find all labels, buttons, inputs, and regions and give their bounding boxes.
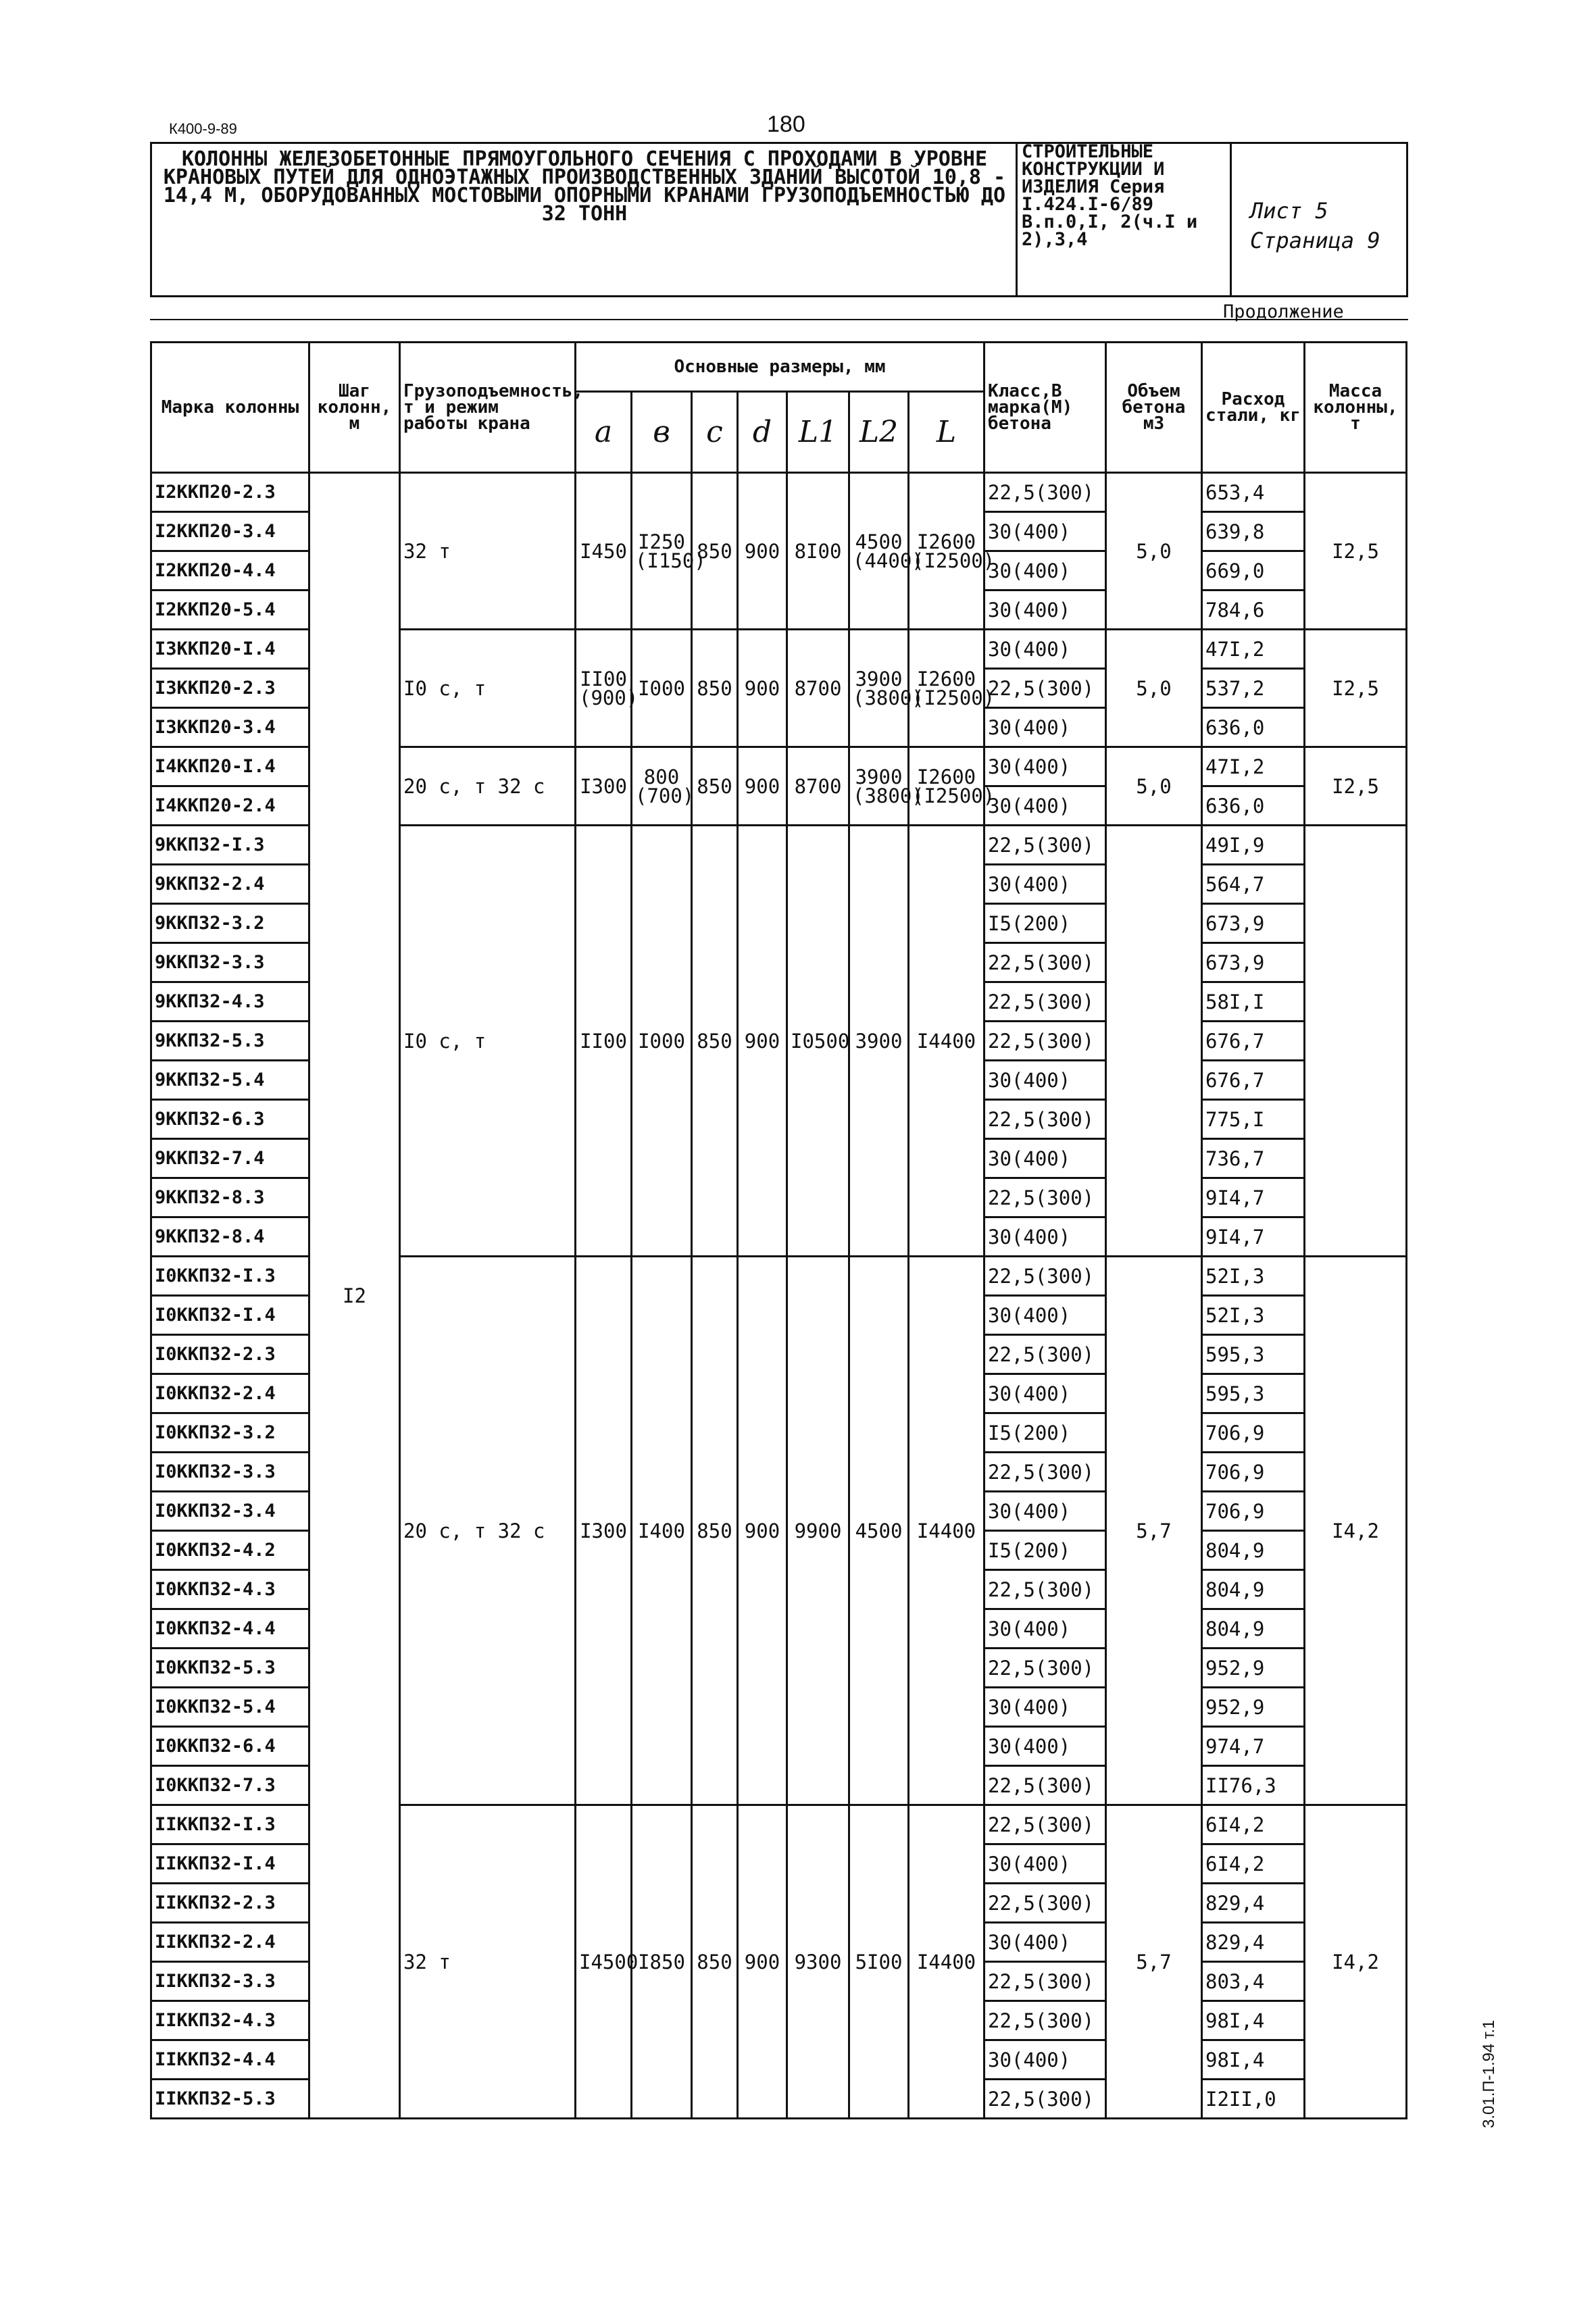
group-dim-c: 850	[692, 826, 738, 1257]
group-dim-a: I300	[576, 1257, 632, 1805]
group-dim-a: II00 (900)	[576, 630, 632, 747]
column-concrete: 22,5(300)	[984, 1570, 1106, 1609]
column-concrete: 30(400)	[984, 786, 1106, 826]
column-steel: 673,9	[1202, 943, 1305, 982]
column-steel: 98I,4	[1202, 2040, 1305, 2080]
column-steel: 6I4,2	[1202, 1805, 1305, 1844]
group-volume: 5,7	[1106, 1805, 1202, 2119]
column-mark: IIККП32-4.4	[151, 2040, 309, 2080]
group-dim-l1: 8700	[787, 747, 849, 826]
column-steel: 669,0	[1202, 551, 1305, 590]
column-mark: I0ККП32-2.4	[151, 1374, 309, 1413]
group-dim-l2: 5I00	[849, 1805, 909, 2119]
group-volume: 5,0	[1106, 630, 1202, 747]
group-volume: 5,0	[1106, 473, 1202, 630]
header-dim-b: в	[632, 392, 692, 473]
column-concrete: 22,5(300)	[984, 1884, 1106, 1923]
group-dim-b: I850	[632, 1805, 692, 2119]
column-concrete: 30(400)	[984, 630, 1106, 669]
column-steel: 564,7	[1202, 865, 1305, 904]
column-mark: IIККП32-I.3	[151, 1805, 309, 1844]
group-dim-a: I300	[576, 747, 632, 826]
header-dim-d: d	[738, 392, 787, 473]
header-volume: Объем бетона м3	[1106, 343, 1202, 473]
group-dim-l1: 9300	[787, 1805, 849, 2119]
sheet-info	[1250, 196, 1380, 255]
column-concrete: 22,5(300)	[984, 1805, 1106, 1844]
column-concrete: 22,5(300)	[984, 943, 1106, 982]
column-concrete: 22,5(300)	[984, 669, 1106, 708]
column-steel: 676,7	[1202, 1022, 1305, 1061]
column-steel: 952,9	[1202, 1649, 1305, 1688]
group-dim-d: 900	[738, 1805, 787, 2119]
column-concrete: 30(400)	[984, 1061, 1106, 1100]
column-mark: I0ККП32-I.3	[151, 1257, 309, 1296]
column-steel: 653,4	[1202, 473, 1305, 512]
column-mark: I3ККП20-3.4	[151, 708, 309, 747]
document-code: К400-9-89	[169, 120, 237, 137]
group-dim-l: I2600 (I2500)	[909, 630, 984, 747]
document-title: КОЛОННЫ ЖЕЛЕЗОБЕТОННЫЕ ПРЯМОУГОЛЬНОГО СЕЧЕНИЯ С ПРОХОДАМИ В УРОВНЕ КРАНОВЫХ ПУТЕЙ ДЛЯ ОДНОЭТАЖНЫХ ПРОИЗВОДСТВЕННЫХ ЗДАНИЙ ВЫСОТОЙ 10,8 - 14,4 М, ОБОРУДОВАННЫХ МОСТОВЫМИ ОПОРНЫМИ КРАНАМИ ГРУЗОПОДЪЕМНОСТЬЮ ДО 32 ТОНН	[163, 147, 1006, 226]
column-steel: 775,I	[1202, 1100, 1305, 1139]
header-dim-l2: L2	[849, 392, 909, 473]
column-concrete: 30(400)	[984, 747, 1106, 786]
column-mark: IIККП32-2.3	[151, 1884, 309, 1923]
separator-line	[150, 319, 1408, 320]
sheet-number: Лист 5	[1250, 198, 1328, 224]
column-concrete: 30(400)	[984, 1688, 1106, 1727]
group-dim-l2: 4500 (4400)	[849, 473, 909, 630]
column-mark: I2ККП20-3.4	[151, 512, 309, 551]
group-dim-b: I000	[632, 826, 692, 1257]
column-steel: 736,7	[1202, 1139, 1305, 1178]
column-concrete: 30(400)	[984, 551, 1106, 590]
header-dims: Основные размеры, мм	[576, 343, 984, 392]
header-step: Шаг колонн, м	[309, 343, 400, 473]
column-mark: 9ККП32-7.4	[151, 1139, 309, 1178]
column-mark: I4ККП20-2.4	[151, 786, 309, 826]
column-mark: I3ККП20-I.4	[151, 630, 309, 669]
group-dim-l2: 4500	[849, 1257, 909, 1805]
column-mark: I0ККП32-6.4	[151, 1727, 309, 1766]
column-steel: 784,6	[1202, 590, 1305, 630]
column-mark: I0ККП32-3.2	[151, 1413, 309, 1453]
group-dim-d: 900	[738, 1257, 787, 1805]
column-concrete: 22,5(300)	[984, 826, 1106, 865]
column-steel: 804,9	[1202, 1570, 1305, 1609]
column-steel: 49I,9	[1202, 826, 1305, 865]
group-mass: I4,2	[1305, 1805, 1407, 2119]
group-dim-l1: 8I00	[787, 473, 849, 630]
column-concrete: 30(400)	[984, 512, 1106, 551]
column-mark: IIККП32-2.4	[151, 1923, 309, 1962]
group-dim-d: 900	[738, 473, 787, 630]
header-capacity: Грузоподъемность, т и режим работы крана	[400, 343, 576, 473]
column-concrete: 22,5(300)	[984, 1335, 1106, 1374]
column-steel: 6I4,2	[1202, 1844, 1305, 1884]
column-steel: 974,7	[1202, 1727, 1305, 1766]
group-dim-d: 900	[738, 630, 787, 747]
column-concrete: 22,5(300)	[984, 1766, 1106, 1805]
column-concrete: I5(200)	[984, 1413, 1106, 1453]
column-mark: I0ККП32-4.2	[151, 1531, 309, 1570]
column-concrete: 22,5(300)	[984, 1178, 1106, 1217]
column-concrete: 30(400)	[984, 1296, 1106, 1335]
group-mass: I2,5	[1305, 473, 1407, 630]
group-dim-d: 900	[738, 747, 787, 826]
column-mark: I0ККП32-4.3	[151, 1570, 309, 1609]
column-concrete: 30(400)	[984, 590, 1106, 630]
table-row	[151, 473, 1407, 512]
column-steel: 595,3	[1202, 1335, 1305, 1374]
group-dim-a: I450	[576, 473, 632, 630]
column-steel: 47I,2	[1202, 747, 1305, 786]
column-steel: I2II,0	[1202, 2080, 1305, 2119]
group-dim-b: I400	[632, 1257, 692, 1805]
group-capacity: I0 с, т	[400, 630, 576, 747]
group-dim-d: 900	[738, 826, 787, 1257]
group-dim-l2: 3900 (3800)	[849, 630, 909, 747]
column-step: I2	[309, 473, 400, 2119]
header-concrete: Класс,В марка(М) бетона	[984, 343, 1106, 473]
group-capacity: 20 с, т 32 с	[400, 1257, 576, 1805]
column-steel: 829,4	[1202, 1923, 1305, 1962]
group-capacity: I0 с, т	[400, 826, 576, 1257]
page-label: Страница 9	[1250, 228, 1380, 253]
group-volume: 5,0	[1106, 747, 1202, 826]
group-capacity: 20 с, т 32 с	[400, 747, 576, 826]
column-concrete: 22,5(300)	[984, 1100, 1106, 1139]
group-dim-b: I000	[632, 630, 692, 747]
title-divider	[1016, 142, 1018, 297]
column-mark: 9ККП32-5.3	[151, 1022, 309, 1061]
header-dim-l1: L1	[787, 392, 849, 473]
column-mark: 9ККП32-6.3	[151, 1100, 309, 1139]
column-concrete: 30(400)	[984, 1609, 1106, 1649]
group-dim-l: I2600 (I2500)	[909, 747, 984, 826]
column-steel: 636,0	[1202, 708, 1305, 747]
group-mass	[1305, 826, 1407, 1257]
group-dim-c: 850	[692, 1257, 738, 1805]
group-mass: I2,5	[1305, 747, 1407, 826]
column-steel: 9I4,7	[1202, 1178, 1305, 1217]
group-volume: 5,7	[1106, 1257, 1202, 1805]
group-capacity: 32 т	[400, 1805, 576, 2119]
header-steel: Расход стали, кг	[1202, 343, 1305, 473]
column-mark: IIККП32-4.3	[151, 2001, 309, 2040]
column-concrete: I5(200)	[984, 904, 1106, 943]
column-concrete: 30(400)	[984, 1923, 1106, 1962]
column-mark: I0ККП32-5.4	[151, 1688, 309, 1727]
column-steel: 537,2	[1202, 669, 1305, 708]
column-concrete: 30(400)	[984, 1844, 1106, 1884]
group-mass: I2,5	[1305, 630, 1407, 747]
column-steel: 58I,I	[1202, 982, 1305, 1022]
column-mark: 9ККП32-3.3	[151, 943, 309, 982]
column-steel: 9I4,7	[1202, 1217, 1305, 1257]
column-steel: 639,8	[1202, 512, 1305, 551]
column-mark: I2ККП20-4.4	[151, 551, 309, 590]
series-info: СТРОИТЕЛЬНЫЕ КОНСТРУКЦИИ И ИЗДЕЛИЯ Серия I.424.I-6/89 В.п.0,I, 2(ч.I и 2),3,4	[1022, 141, 1198, 250]
column-steel: 636,0	[1202, 786, 1305, 826]
column-mark: 9ККП32-8.4	[151, 1217, 309, 1257]
column-mark: 9ККП32-I.3	[151, 826, 309, 865]
column-concrete: 22,5(300)	[984, 1022, 1106, 1061]
group-dim-c: 850	[692, 473, 738, 630]
column-mark: I0ККП32-3.4	[151, 1492, 309, 1531]
column-concrete: 30(400)	[984, 1727, 1106, 1766]
column-steel: 952,9	[1202, 1688, 1305, 1727]
column-concrete: 30(400)	[984, 1217, 1106, 1257]
column-concrete: 22,5(300)	[984, 1962, 1106, 2001]
group-dim-l2: 3900 (3800)	[849, 747, 909, 826]
column-mark: I0ККП32-7.3	[151, 1766, 309, 1805]
column-steel: 595,3	[1202, 1374, 1305, 1413]
column-mark: I3ККП20-2.3	[151, 669, 309, 708]
column-mark: I0ККП32-I.4	[151, 1296, 309, 1335]
group-dim-b: I250 (I150)	[632, 473, 692, 630]
side-code: 3.01.П-1.94 т.1	[1480, 2019, 1498, 2128]
column-steel: 706,9	[1202, 1453, 1305, 1492]
group-dim-c: 850	[692, 630, 738, 747]
column-steel: 98I,4	[1202, 2001, 1305, 2040]
column-concrete: 22,5(300)	[984, 473, 1106, 512]
header-dim-c: c	[692, 392, 738, 473]
group-dim-l1: I0500	[787, 826, 849, 1257]
column-steel: 804,9	[1202, 1609, 1305, 1649]
column-mark: 9ККП32-2.4	[151, 865, 309, 904]
column-steel: 52I,3	[1202, 1296, 1305, 1335]
group-volume	[1106, 826, 1202, 1257]
column-mark: 9ККП32-3.2	[151, 904, 309, 943]
column-concrete: 30(400)	[984, 1139, 1106, 1178]
group-dim-a: I4500	[576, 1805, 632, 2119]
group-dim-l2: 3900	[849, 826, 909, 1257]
column-steel: II76,3	[1202, 1766, 1305, 1805]
column-mark: I4ККП20-I.4	[151, 747, 309, 786]
header-dim-a: a	[576, 392, 632, 473]
group-dim-l1: 9900	[787, 1257, 849, 1805]
column-concrete: 22,5(300)	[984, 1257, 1106, 1296]
header-mark: Марка колонны	[151, 343, 309, 473]
column-mark: 9ККП32-8.3	[151, 1178, 309, 1217]
column-mark: I0ККП32-2.3	[151, 1335, 309, 1374]
column-concrete: 22,5(300)	[984, 982, 1106, 1022]
column-mark: 9ККП32-4.3	[151, 982, 309, 1022]
group-dim-l1: 8700	[787, 630, 849, 747]
columns-table	[150, 341, 1407, 2119]
column-steel: 47I,2	[1202, 630, 1305, 669]
column-concrete: 30(400)	[984, 2040, 1106, 2080]
group-dim-l: I2600 (I2500)	[909, 473, 984, 630]
column-steel: 706,9	[1202, 1413, 1305, 1453]
group-capacity: 32 т	[400, 473, 576, 630]
column-concrete: 22,5(300)	[984, 2080, 1106, 2119]
column-steel: 676,7	[1202, 1061, 1305, 1100]
column-concrete: I5(200)	[984, 1531, 1106, 1570]
column-mark: 9ККП32-5.4	[151, 1061, 309, 1100]
group-dim-b: 800 (700)	[632, 747, 692, 826]
header-mass: Масса колонны, т	[1305, 343, 1407, 473]
column-mark: IIККП32-I.4	[151, 1844, 309, 1884]
column-mark: IIККП32-3.3	[151, 1962, 309, 2001]
column-concrete: 30(400)	[984, 865, 1106, 904]
column-concrete: 30(400)	[984, 1492, 1106, 1531]
column-steel: 52I,3	[1202, 1257, 1305, 1296]
group-dim-c: 850	[692, 1805, 738, 2119]
column-mark: I0ККП32-5.3	[151, 1649, 309, 1688]
column-concrete: 30(400)	[984, 1374, 1106, 1413]
column-concrete: 22,5(300)	[984, 1649, 1106, 1688]
column-concrete: 22,5(300)	[984, 2001, 1106, 2040]
header-dim-l: L	[909, 392, 984, 473]
column-mark: I0ККП32-3.3	[151, 1453, 309, 1492]
group-mass: I4,2	[1305, 1257, 1407, 1805]
column-mark: I0ККП32-4.4	[151, 1609, 309, 1649]
group-dim-a: II00	[576, 826, 632, 1257]
column-mark: I2ККП20-5.4	[151, 590, 309, 630]
column-steel: 804,9	[1202, 1531, 1305, 1570]
continuation-label: Продолжение	[1223, 301, 1344, 322]
column-steel: 829,4	[1202, 1884, 1305, 1923]
column-mark: I2ККП20-2.3	[151, 473, 309, 512]
group-dim-c: 850	[692, 747, 738, 826]
column-steel: 673,9	[1202, 904, 1305, 943]
column-concrete: 30(400)	[984, 708, 1106, 747]
column-mark: IIККП32-5.3	[151, 2080, 309, 2119]
column-steel: 803,4	[1202, 1962, 1305, 2001]
group-dim-l: I4400	[909, 1805, 984, 2119]
group-dim-l: I4400	[909, 826, 984, 1257]
column-steel: 706,9	[1202, 1492, 1305, 1531]
group-dim-l: I4400	[909, 1257, 984, 1805]
page-number: 180	[767, 111, 805, 137]
title-divider	[1230, 142, 1232, 297]
column-concrete: 22,5(300)	[984, 1453, 1106, 1492]
